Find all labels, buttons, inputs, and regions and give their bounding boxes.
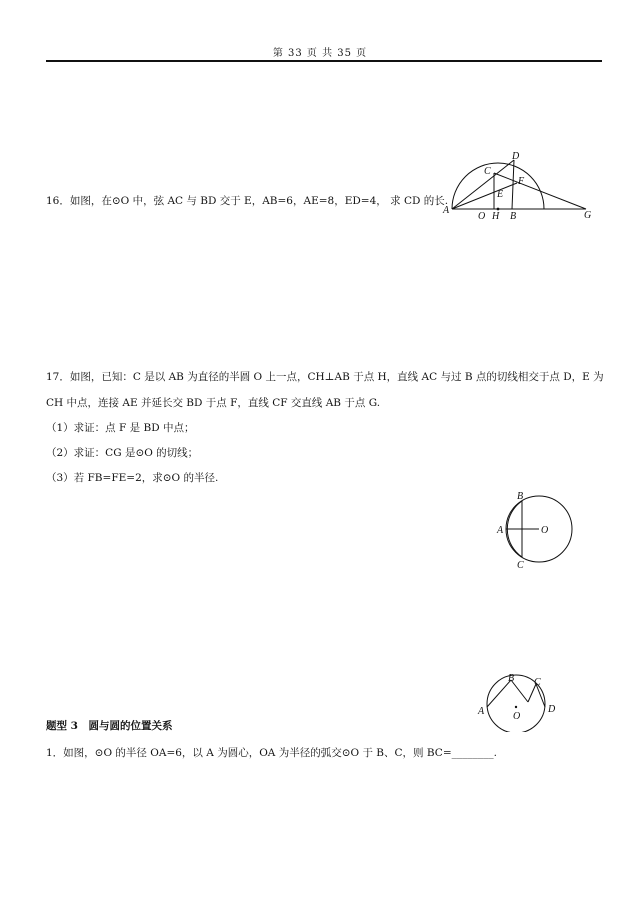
problem-17-part1: （1）求证：点 F 是 BD 中点；: [46, 422, 195, 434]
fig3-label-a: A: [478, 706, 485, 717]
fig17-label-c: C: [517, 560, 524, 571]
page-header: 第 33 页 共 35 页: [272, 48, 368, 59]
semicircle-arc: [452, 163, 544, 209]
problem-17-line1: 17．如图，已知：C 是以 AB 为直径的半圆 O 上一点，CH⊥AB 于点 H，直线 AC 与过 B 点的切线相交于点 D，E 为: [46, 371, 604, 383]
fig16-label-h: H: [492, 211, 500, 222]
center-dot-o: [515, 706, 517, 708]
fig16-label-f: F: [518, 176, 525, 187]
fig16-label-g: G: [584, 210, 592, 221]
section-3-q1: 1．如图，⊙O 的半径 OA=6，以 A 为圆心，OA 为半径的弧交⊙O 于 B、C，则 BC=________.: [46, 747, 497, 759]
fig3-label-c: C: [534, 677, 541, 688]
center-dot-o: [497, 208, 500, 211]
fig16-label-o: O: [478, 211, 486, 222]
fig16-label-e: E: [497, 189, 504, 200]
problem-17-figure: [488, 488, 578, 572]
chord-ab: [487, 680, 511, 707]
line-ad: [452, 160, 514, 209]
fig16-label-d: D: [512, 151, 520, 162]
line-cg: [494, 173, 586, 209]
line-af: [452, 183, 517, 209]
section-3-figure: [472, 670, 564, 732]
fig16-label-b: B: [510, 211, 517, 222]
header-rule: [46, 60, 602, 62]
fig16-label-a: A: [443, 205, 450, 216]
fig3-label-b: B: [508, 673, 515, 684]
problem-16-figure: [440, 150, 600, 225]
fig17-label-o: O: [541, 525, 549, 536]
fig16-label-c: C: [484, 166, 491, 177]
problem-16-text: 16．如图，在⊙O 中，弦 AC 与 BD 交于 E，AB=6，AE=8，ED=4， 求 CD 的长.: [46, 195, 449, 207]
fig3-label-d: D: [548, 704, 556, 715]
section-3-title: 题型 3 圆与圆的位置关系: [46, 720, 173, 732]
fig17-label-a: A: [497, 525, 504, 536]
problem-17-part2: （2）求证：CG 是⊙O 的切线；: [46, 447, 199, 459]
fig3-label-o: O: [513, 711, 521, 722]
fig17-label-b: B: [517, 491, 524, 502]
problem-17-line2: CH 中点，连接 AE 并延长交 BD 于点 F，直线 CF 交直线 AB 于点 G.: [46, 397, 381, 409]
problem-17-part3: （3）若 FB=FE=2，求⊙O 的半径.: [46, 472, 219, 484]
